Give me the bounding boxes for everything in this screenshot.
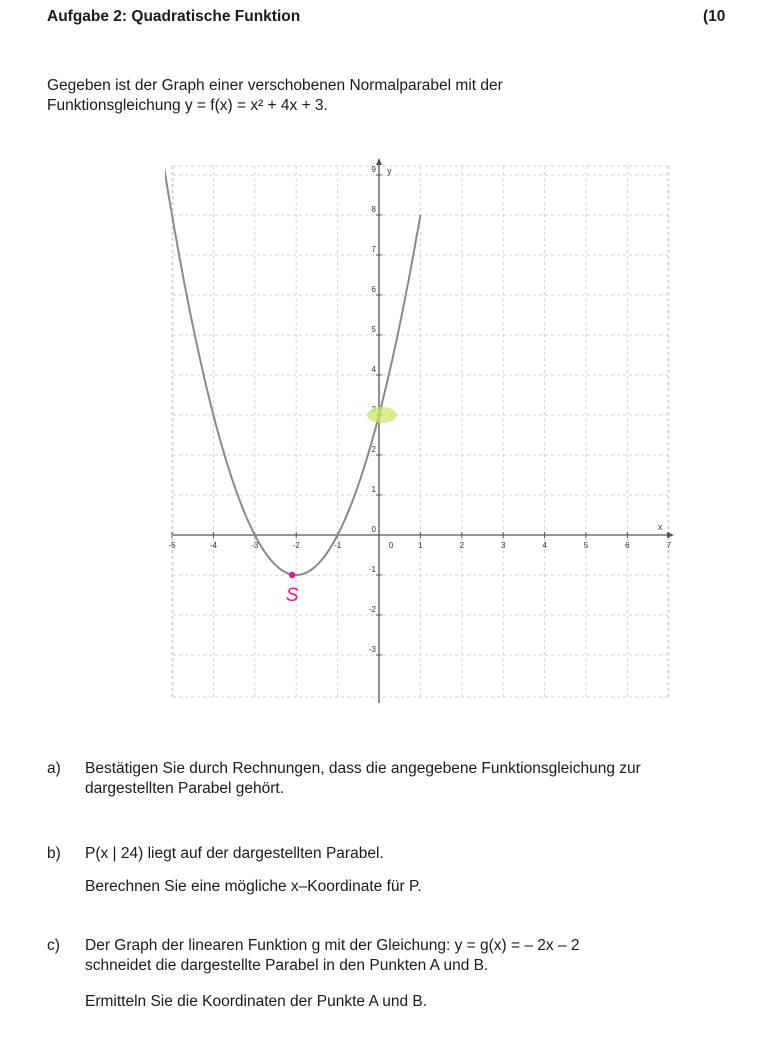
intro-line-2: Funktionsgleichung y = f(x) = x² + 4x + 3. (47, 97, 328, 114)
chart-axes (173, 158, 674, 703)
x-tick-label: 1 (418, 541, 423, 550)
vertex-point (289, 572, 295, 578)
y-tick-label: 8 (371, 205, 376, 214)
y-tick-label: 2 (371, 445, 376, 454)
x-tick-label: -2 (292, 541, 300, 550)
y-tick-label: 4 (371, 365, 376, 374)
chart-annotations (286, 407, 397, 606)
x-axis-arrow (667, 532, 674, 538)
x-tick-label: -4 (209, 541, 217, 550)
parabola-curve (151, 85, 420, 575)
task-c-line-1: Der Graph der linearen Funktion g mit der Gleichung: y = g(x) = – 2x – 2 (85, 937, 580, 954)
vertex-label: S (285, 585, 299, 606)
task-a-text (85, 759, 725, 799)
x-tick-label: 3 (500, 541, 506, 550)
chart-grid (172, 166, 669, 697)
task-a-label: a) (47, 760, 61, 777)
task-c-line-3: Ermitteln Sie die Koordinaten der Punkte A und B. (85, 993, 428, 1010)
y-tick-label: -3 (368, 645, 376, 654)
y-intercept-highlight (367, 407, 397, 423)
y-axis-label: y (387, 166, 392, 176)
task-c (47, 936, 747, 1026)
task-a-line-2: dargestellten Parabel gehört. (85, 780, 285, 797)
task-b-line-2: Berechnen Sie eine mögliche x–Koordinate für P. (85, 878, 422, 895)
task-c-line-2: schneidet die dargestellte Parabel in den Punkten A und B. (85, 957, 489, 974)
task-b-line-1: P(x | 24) liegt auf der dargestellten Parabel. (85, 845, 384, 862)
task-c-label: c) (47, 937, 60, 954)
y-tick-label: 7 (371, 245, 376, 254)
chart-curve (151, 85, 420, 575)
intro-line-1: Gegeben ist der Graph einer verschobenen Normalparabel mit der (47, 77, 503, 94)
x-tick-label: -3 (251, 541, 259, 550)
y-tick-label: 0 (371, 525, 376, 534)
x-tick-label: 0 (388, 541, 394, 550)
task-b-label: b) (47, 845, 61, 862)
y-tick-label: 1 (371, 485, 376, 494)
y-tick-label: 6 (371, 285, 376, 294)
x-tick-label: -1 (334, 541, 342, 550)
x-tick-label: 4 (542, 541, 547, 550)
points-label: (10 (703, 8, 726, 25)
y-axis-arrow (376, 158, 382, 165)
x-tick-label: 5 (583, 541, 589, 550)
x-axis-label: x (658, 522, 663, 532)
y-tick-label: -1 (368, 565, 376, 574)
y-tick-label: -2 (368, 605, 376, 614)
y-tick-label: 5 (371, 325, 376, 334)
task-a-line-1: Bestätigen Sie durch Rechnungen, dass die angegebene Funktionsgleichung zur (85, 760, 641, 777)
task-title: Aufgabe 2: Quadratische Funktion (47, 8, 301, 25)
task-b (47, 844, 747, 904)
task-a (47, 759, 747, 809)
x-tick-label: 2 (459, 541, 465, 550)
x-tick-label: 7 (666, 541, 672, 550)
task-c-text (85, 936, 725, 976)
x-tick-label: 6 (625, 541, 630, 550)
x-tick-label: -5 (168, 541, 176, 550)
y-tick-label: 9 (371, 165, 376, 174)
